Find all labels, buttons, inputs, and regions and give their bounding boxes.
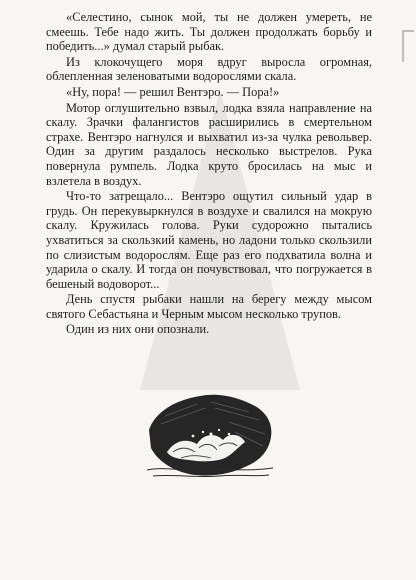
paragraph: «Селестино, сынок мой, ты не должен умереть, не смеешь. Тебе надо жить. Ты должен продолжать борьбу и победить...» думал старый рыбак. <box>46 10 372 54</box>
paragraph: День спустя рыбаки нашли на берегу между мысом святого Себастьяна и Черным мысом несколько трупов. <box>46 292 372 321</box>
paragraph: «Ну, пора! — решил Вентэро. — Пора!» <box>66 84 280 99</box>
paragraph: Что-то затрещало... Вентэро ощутил сильный удар в грудь. Он перекувыркнулся в воздухе и свалился на мокрую скалу. Кружилась голова. Руки судорожно пытались ухватиться за скользкий камень, но ладони только скользили по слизистым водорослям. Еще раз его подхватила волна и ударила о скалу. И тогда он почувствовал, что погружается в бешеный водоворот... <box>46 189 372 291</box>
paragraph: Один из них они опознали. <box>66 322 210 337</box>
story-text <box>46 10 372 338</box>
paragraph: Мотор оглушительно взвыл, лодка взяла направление на скалу. Зрачки фалангистов расширились в смертельном страхе. Вентэро нагнулся и выхватил из-за чулка револьвер. Один за другим раздалось несколько выстрелов. Рука повернула румпель. Лодка круто бросилась на мыс и взлетела в воздух. <box>46 100 372 188</box>
paragraph: Из клокочущего моря вдруг выросла огромная, облепленная зеленоватыми водорослями скала. <box>46 54 372 84</box>
wave-rock-illustration <box>145 382 275 482</box>
page-edge-mark <box>402 30 414 62</box>
